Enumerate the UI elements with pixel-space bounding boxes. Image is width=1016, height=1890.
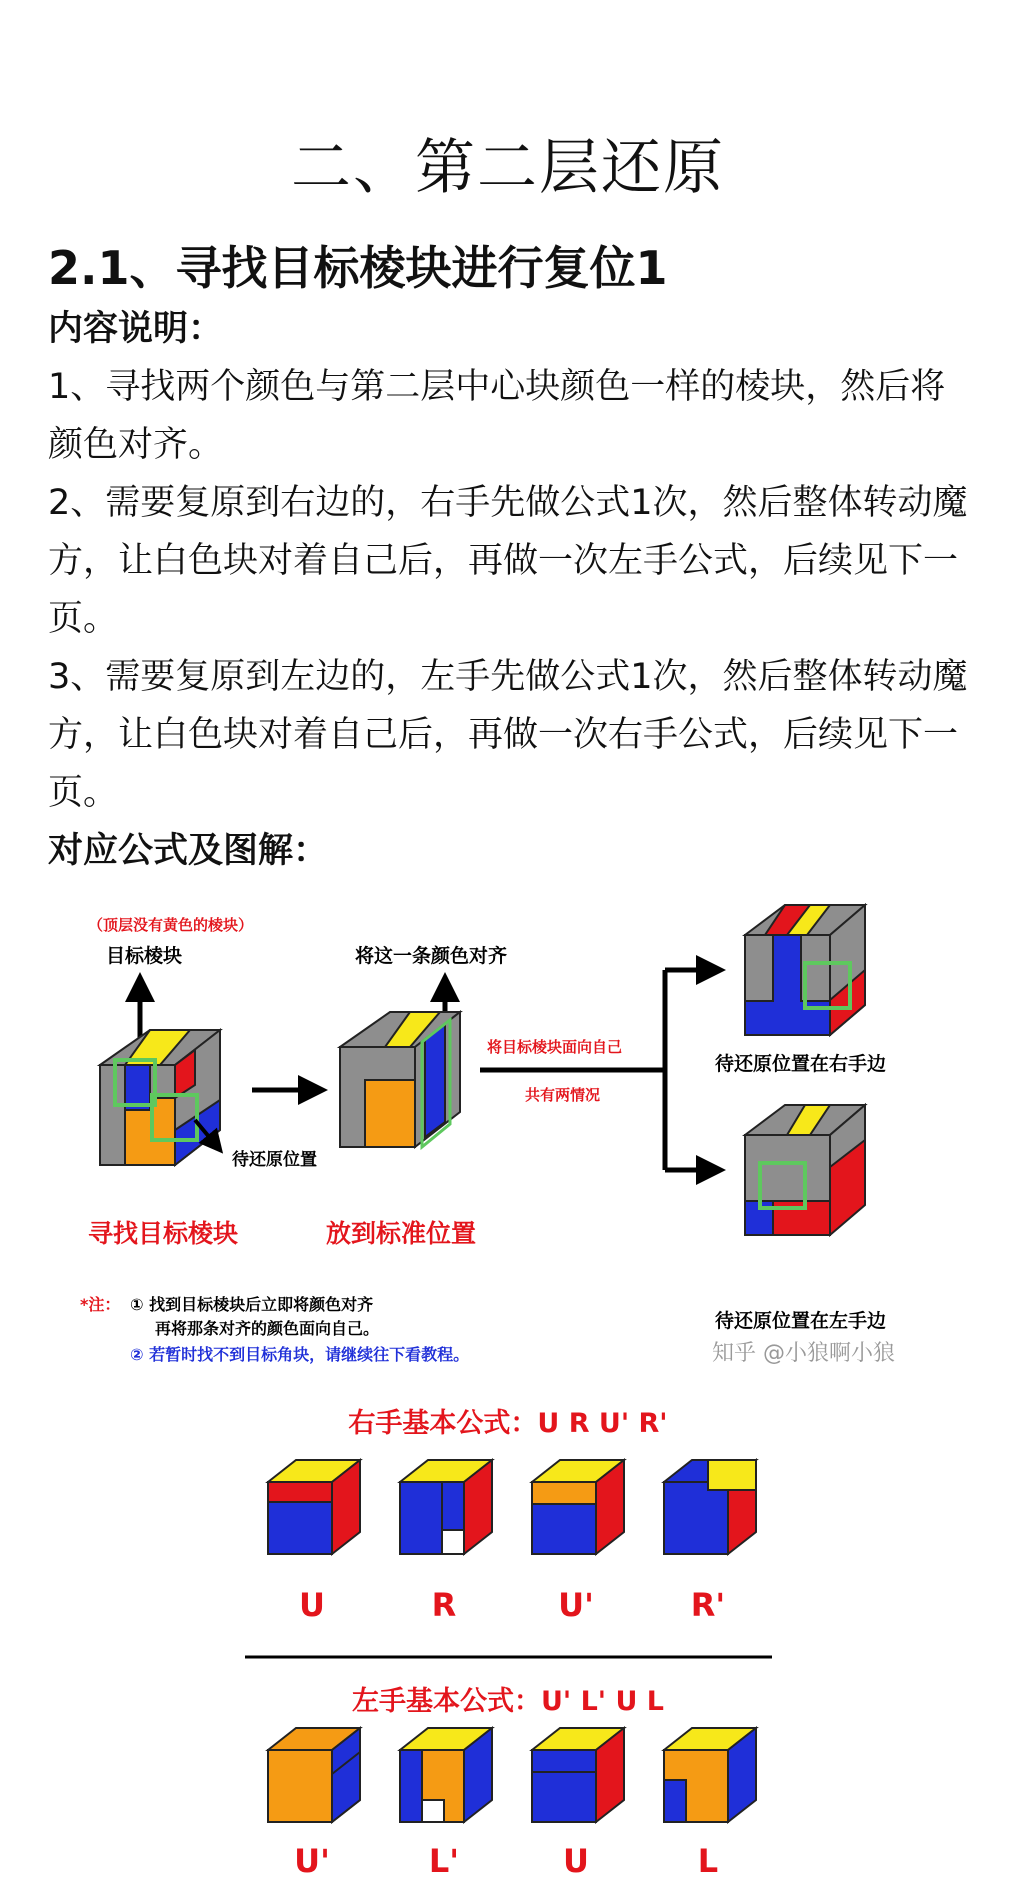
left-move-label-4: L <box>697 1842 719 1880</box>
left-move-label-2: L' <box>428 1842 460 1880</box>
formula-label: 对应公式及图解： <box>48 831 329 871</box>
two-cases-label: 共有两情况 <box>525 1086 601 1104</box>
right-move-cube-1 <box>268 1460 360 1554</box>
right-formula-title: 右手基本公式：U R U' R' <box>348 1408 668 1439</box>
left-move-cube-4 <box>664 1728 756 1822</box>
left-move-cube-3 <box>532 1728 624 1822</box>
note-top-text: （顶层没有黄色的棱块） <box>88 916 254 934</box>
cube-4 <box>745 1105 865 1235</box>
note-2: ② 若暂时找不到目标角块，请继续往下看教程。 <box>130 1345 470 1364</box>
right-case-label: 待还原位置在右手边 <box>715 1053 887 1075</box>
right-move-cube-2 <box>400 1460 492 1554</box>
cube-3 <box>745 905 865 1035</box>
intro-label: 内容说明： <box>48 309 224 349</box>
note-1a: ① 找到目标棱块后立即将颜色对齐 <box>130 1295 374 1314</box>
target-edge-label: 目标棱块 <box>106 945 183 967</box>
right-move-label-1: U <box>299 1586 325 1624</box>
step-1: 1、寻找两个颜色与第二层中心块颜色一样的棱块，然后将颜色对齐。 <box>48 367 946 465</box>
face-self-label: 将目标棱块面向自己 <box>487 1038 623 1056</box>
section-title: 2.1、寻找目标棱块进行复位1 <box>48 241 668 295</box>
cube-1 <box>100 1030 220 1165</box>
right-move-cube-4 <box>664 1460 756 1554</box>
step-3: 3、需要复原到左边的，左手先做公式1次，然后整体转动魔方，让白色块对着自己后，再做一次右手公式，后续见下一页。 <box>48 657 968 813</box>
left-move-cube-1 <box>268 1728 360 1822</box>
place-standard-label: 放到标准位置 <box>326 1219 477 1248</box>
pending-position-label: 待还原位置 <box>232 1150 317 1170</box>
tutorial-figure <box>0 900 1016 1890</box>
page-title: 二、第二层还原 <box>291 133 725 203</box>
left-move-label-3: U <box>563 1842 589 1880</box>
right-move-label-3: U' <box>558 1586 594 1624</box>
watermark: 知乎 @小狼啊小狼 <box>712 1341 895 1366</box>
step-2: 2、需要复原到右边的，右手先做公式1次，然后整体转动魔方，让白色块对着自己后，再做一次左手公式，后续见下一页。 <box>48 483 968 639</box>
left-move-cube-2 <box>400 1728 492 1822</box>
cube-2 <box>340 1012 460 1147</box>
note-prefix: *注： <box>80 1295 121 1314</box>
left-formula-title: 左手基本公式：U' L' U L <box>352 1686 664 1717</box>
align-color-label: 将这一条颜色对齐 <box>355 945 508 967</box>
right-move-cube-3 <box>532 1460 624 1554</box>
left-case-label: 待还原位置在左手边 <box>715 1310 887 1332</box>
note-1b: 再将那条对齐的颜色面向自己。 <box>155 1319 380 1338</box>
left-move-label-1: U' <box>294 1842 330 1880</box>
content <box>48 300 978 880</box>
find-target-label: 寻找目标棱块 <box>88 1219 239 1248</box>
right-move-label-2: R <box>431 1586 457 1624</box>
right-move-label-4: R' <box>690 1586 726 1624</box>
